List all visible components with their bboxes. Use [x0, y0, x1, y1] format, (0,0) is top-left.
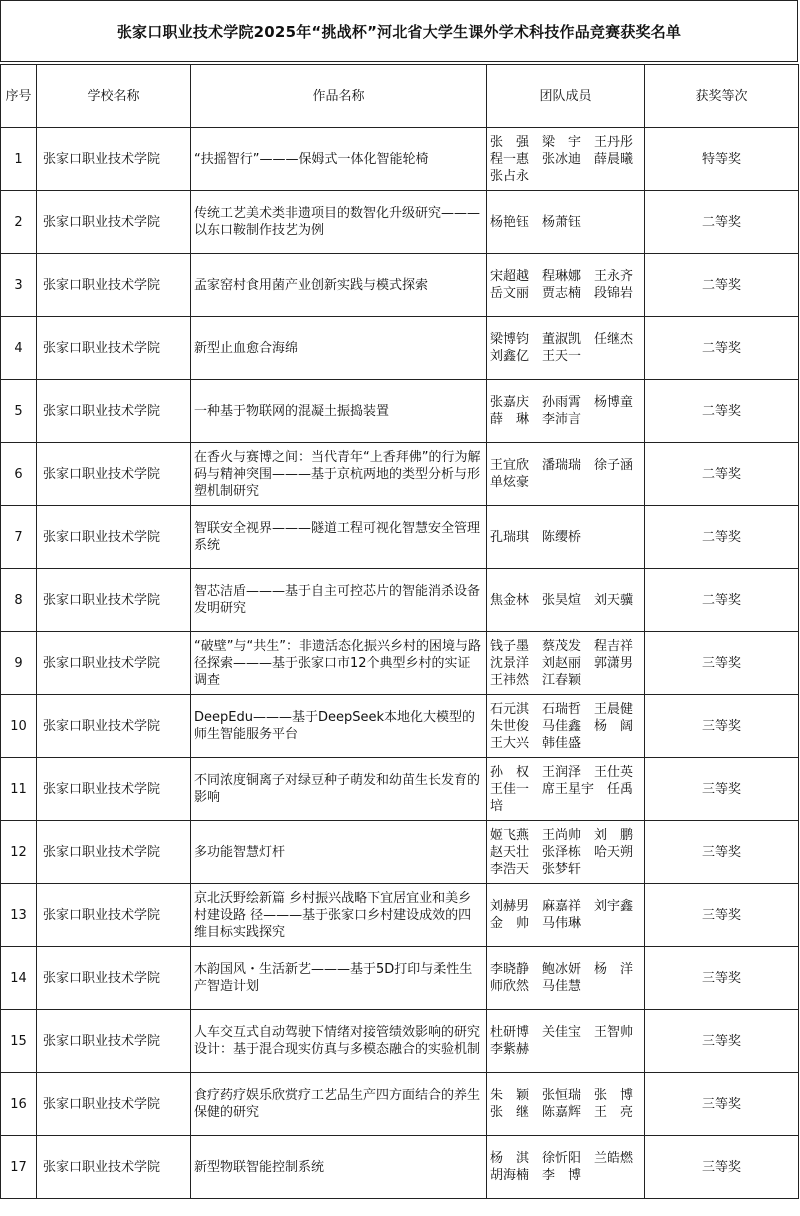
cell-work-title: 食疗药疗娱乐欣赏疗工艺品生产四方面结合的养生保健的研究	[191, 1073, 487, 1136]
cell-work-title: DeepEdu———基于DeepSeek本地化大模型的师生智能服务平台	[191, 695, 487, 758]
cell-school: 张家口职业技术学院	[37, 569, 191, 632]
cell-award-level: 二等奖	[645, 317, 799, 380]
table-row	[1, 1073, 799, 1136]
cell-team-members: 张 强 梁 宇 王丹彤 程一惠 张冰迪 薛晨曦 张占永	[487, 128, 645, 191]
document-title: 张家口职业技术学院2025年“挑战杯”河北省大学生课外学术科技作品竞赛获奖名单	[0, 0, 798, 62]
cell-school: 张家口职业技术学院	[37, 506, 191, 569]
cell-award-level: 三等奖	[645, 1073, 799, 1136]
cell-work-title: 木韵国风・生活新艺———基于5D打印与柔性生产智造计划	[191, 947, 487, 1010]
cell-work-title: 人车交互式自动驾驶下情绪对接管绩效影响的研究设计：基于混合现实仿真与多模态融合的实验机制	[191, 1010, 487, 1073]
header-work: 作品名称	[191, 65, 487, 128]
cell-school: 张家口职业技术学院	[37, 128, 191, 191]
cell-team-members: 孔瑞琪 陈缨桥	[487, 506, 645, 569]
cell-school: 张家口职业技术学院	[37, 1073, 191, 1136]
cell-work-title: “破壁”与“共生”：非遗活态化振兴乡村的困境与路径探索———基于张家口市12个典型乡村的实证调查	[191, 632, 487, 695]
cell-school: 张家口职业技术学院	[37, 191, 191, 254]
header-team: 团队成员	[487, 65, 645, 128]
cell-work-title: 不同浓度铜离子对绿豆种子萌发和幼苗生长发育的影响	[191, 758, 487, 821]
table-row	[1, 632, 799, 695]
cell-index: 3	[1, 254, 37, 317]
cell-school: 张家口职业技术学院	[37, 1136, 191, 1199]
cell-team-members: 张嘉庆 孙雨霄 杨博童 薛 琳 李沛言	[487, 380, 645, 443]
cell-team-members: 刘赫男 麻嘉祥 刘宇鑫 金 帅 马伟琳	[487, 884, 645, 947]
cell-work-title: 传统工艺美术类非遗项目的数智化升级研究———以东口鞍制作技艺为例	[191, 191, 487, 254]
cell-team-members: 石元淇 石瑞哲 王晨健 朱世俊 马佳鑫 杨 阔 王大兴 韩佳盛	[487, 695, 645, 758]
cell-team-members: 梁博钧 董淑凯 任继杰 刘鑫亿 王天一	[487, 317, 645, 380]
cell-index: 5	[1, 380, 37, 443]
table-row	[1, 695, 799, 758]
cell-work-title: 在香火与赛博之间：当代青年“上香拜佛”的行为解码与精神突围———基于京杭两地的类型分析与形塑机制研究	[191, 443, 487, 506]
cell-team-members: 杜研博 关佳宝 王智帅 李紫赫	[487, 1010, 645, 1073]
cell-work-title: 智联安全视界———隧道工程可视化智慧安全管理系统	[191, 506, 487, 569]
cell-work-title: 京北沃野绘新篇 乡村振兴战略下宜居宜业和美乡村建设路 径———基于张家口乡村建设成效的四维目标实践探究	[191, 884, 487, 947]
cell-work-title: 孟家窑村食用菌产业创新实践与模式探索	[191, 254, 487, 317]
header-award: 获奖等次	[645, 65, 799, 128]
cell-team-members: 李晓静 鲍冰妍 杨 洋 师欣然 马佳慧	[487, 947, 645, 1010]
cell-work-title: 新型物联智能控制系统	[191, 1136, 487, 1199]
cell-team-members: 杨 淇 徐忻阳 兰皓燃 胡海楠 李 博	[487, 1136, 645, 1199]
cell-award-level: 二等奖	[645, 254, 799, 317]
cell-work-title: 智芯洁盾———基于自主可控芯片的智能消杀设备发明研究	[191, 569, 487, 632]
cell-school: 张家口职业技术学院	[37, 884, 191, 947]
cell-school: 张家口职业技术学院	[37, 317, 191, 380]
cell-school: 张家口职业技术学院	[37, 443, 191, 506]
cell-index: 15	[1, 1010, 37, 1073]
cell-award-level: 三等奖	[645, 1136, 799, 1199]
table-row	[1, 758, 799, 821]
cell-team-members: 焦金林 张昊煊 刘天骥	[487, 569, 645, 632]
cell-index: 11	[1, 758, 37, 821]
cell-award-level: 三等奖	[645, 632, 799, 695]
cell-index: 1	[1, 128, 37, 191]
table-row	[1, 506, 799, 569]
header-index: 序号	[1, 65, 37, 128]
cell-award-level: 三等奖	[645, 947, 799, 1010]
cell-work-title: 多功能智慧灯杆	[191, 821, 487, 884]
cell-index: 4	[1, 317, 37, 380]
table-row	[1, 569, 799, 632]
cell-index: 13	[1, 884, 37, 947]
cell-work-title: 一种基于物联网的混凝土振捣装置	[191, 380, 487, 443]
table-row	[1, 380, 799, 443]
cell-index: 6	[1, 443, 37, 506]
table-row	[1, 821, 799, 884]
cell-award-level: 二等奖	[645, 380, 799, 443]
cell-award-level: 三等奖	[645, 695, 799, 758]
cell-school: 张家口职业技术学院	[37, 380, 191, 443]
cell-team-members: 钱子墨 蔡茂发 程吉祥 沈景洋 刘赵丽 郭潇男 王祎然 江春颖	[487, 632, 645, 695]
table-row	[1, 1010, 799, 1073]
cell-index: 10	[1, 695, 37, 758]
cell-work-title: “扶摇智行”———保姆式一体化智能轮椅	[191, 128, 487, 191]
cell-index: 2	[1, 191, 37, 254]
cell-index: 8	[1, 569, 37, 632]
cell-team-members: 杨艳钰 杨萧钰	[487, 191, 645, 254]
cell-school: 张家口职业技术学院	[37, 821, 191, 884]
cell-award-level: 三等奖	[645, 884, 799, 947]
cell-index: 17	[1, 1136, 37, 1199]
cell-team-members: 宋超越 程琳娜 王永齐 岳文丽 贾志楠 段锦岩	[487, 254, 645, 317]
cell-school: 张家口职业技术学院	[37, 947, 191, 1010]
table-row	[1, 443, 799, 506]
cell-work-title: 新型止血愈合海绵	[191, 317, 487, 380]
table-row	[1, 884, 799, 947]
table-row	[1, 947, 799, 1010]
cell-award-level: 三等奖	[645, 821, 799, 884]
award-table	[0, 64, 799, 1199]
cell-award-level: 三等奖	[645, 758, 799, 821]
table-row	[1, 1136, 799, 1199]
cell-award-level: 二等奖	[645, 569, 799, 632]
cell-team-members: 王宜欣 潘瑞瑞 徐子涵 单炫豪	[487, 443, 645, 506]
cell-award-level: 二等奖	[645, 191, 799, 254]
cell-award-level: 二等奖	[645, 506, 799, 569]
cell-index: 12	[1, 821, 37, 884]
cell-school: 张家口职业技术学院	[37, 1010, 191, 1073]
cell-team-members: 姬飞燕 王尚帅 刘 鹏 赵天壮 张泽栋 哈天朔 李浩天 张梦轩	[487, 821, 645, 884]
header-school: 学校名称	[37, 65, 191, 128]
cell-award-level: 二等奖	[645, 443, 799, 506]
cell-team-members: 朱 颖 张恒瑞 张 博 张 继 陈嘉辉 王 亮	[487, 1073, 645, 1136]
cell-school: 张家口职业技术学院	[37, 632, 191, 695]
table-row	[1, 317, 799, 380]
cell-team-members: 孙 权 王润泽 王仕英 王佳一 席王星宇 任禹培	[487, 758, 645, 821]
cell-award-level: 三等奖	[645, 1010, 799, 1073]
cell-index: 9	[1, 632, 37, 695]
table-row	[1, 128, 799, 191]
cell-index: 7	[1, 506, 37, 569]
table-row	[1, 191, 799, 254]
table-row	[1, 254, 799, 317]
header-row	[1, 65, 799, 128]
cell-index: 16	[1, 1073, 37, 1136]
cell-school: 张家口职业技术学院	[37, 695, 191, 758]
cell-award-level: 特等奖	[645, 128, 799, 191]
cell-index: 14	[1, 947, 37, 1010]
cell-school: 张家口职业技术学院	[37, 254, 191, 317]
cell-school: 张家口职业技术学院	[37, 758, 191, 821]
